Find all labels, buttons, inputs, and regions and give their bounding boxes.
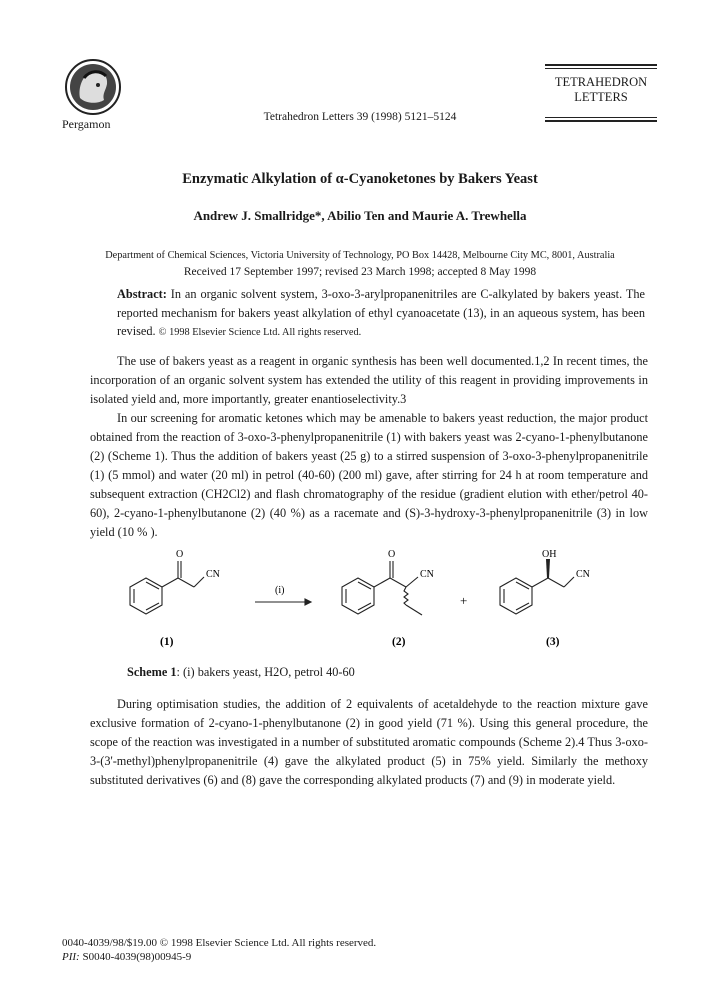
scheme-caption-text: : (i) bakers yeast, H2O, petrol 40-60 — [176, 665, 355, 679]
scheme-label-cn-2: CN — [420, 569, 434, 580]
pergamon-head-logo-icon — [62, 58, 124, 116]
scheme-caption-label: Scheme 1 — [127, 665, 177, 679]
brand-rule-top — [545, 64, 657, 66]
compound-3-label: (3) — [546, 636, 560, 648]
compound-1-benzene-ring — [130, 578, 162, 614]
journal-brand — [545, 62, 657, 124]
brand-line-1: TETRAHEDRON — [554, 75, 648, 89]
publisher-name: Pergamon — [62, 117, 111, 131]
brand-rule-bottom-thin — [545, 117, 657, 118]
abstract-copyright: © 1998 Elsevier Science Ltd. All rights reserved. — [158, 327, 362, 338]
brand-rule-bottom — [545, 120, 657, 122]
abstract-text: In an organic solvent system, 3-oxo-3-arylpropanenitriles are C-alkylated by bakers yeast. The reported mechanism for bakers yeast alkylation of ethyl cyanoacetate (13), in an aqueous system, has been revised. — [117, 287, 645, 338]
footer-pii-line — [62, 950, 376, 964]
footer-pii-value: S0040-4039(98)00945-9 — [79, 951, 192, 963]
scheme-1-caption — [127, 665, 355, 680]
compound-3-wedge-bond — [546, 559, 550, 578]
compound-2-benzene-ring — [342, 578, 374, 614]
compound-1-label: (1) — [160, 636, 174, 648]
body-section-2 — [90, 695, 648, 790]
scheme-label-cn-3: CN — [576, 569, 590, 580]
brand-rule-top-thin — [545, 68, 657, 69]
compound-3-benzene-ring — [500, 578, 532, 614]
scheme-1-diagram — [110, 545, 630, 655]
abstract-label: Abstract: — [117, 287, 167, 301]
scheme-label-cn-1: CN — [206, 569, 220, 580]
body-paragraph-1: The use of bakers yeast as a reagent in organic synthesis has been well documented.1,2 In recent times, the incorporation of an organic solvent system has extended the utility of this reagent in providing improvements in isolated yield and, more importantly, greater enantioselectivity.3 — [90, 354, 648, 406]
scheme-plus-sign: + — [460, 593, 468, 608]
scheme-label-oh-3: OH — [542, 549, 557, 560]
body-paragraph-2: In our screening for aromatic ketones which may be amenable to bakers yeast reduction, the major product obtained from the reaction of 3-oxo-3-phenylpropanenitrile (1) with bakers yeast was 2-cyano-1-phenylbutanone (2) (Scheme 1). Thus the addition of bakers yeast (25 g) to a stirred suspension of 3-oxo-3-phenylpropanenitrile (1) (5 mmol) and water (20 ml) in petrol (40-60) (200 ml) gave, after stirring for 24 h at room temperature and subsequent extraction (CH2Cl2) and flash chromatography of the residue (gradient elution with ether/petrol 40-60), 2-cyano-1-phenylbutanone (2) (40 %) as a racemate and (S)-3-hydroxy-3-phenylpropanenitrile (3) in low yield (10 % ). — [90, 411, 648, 539]
footer-pii-label: PII: — [62, 951, 80, 963]
abstract — [117, 285, 645, 343]
scheme-label-o-2: O — [388, 549, 396, 560]
scheme-label-o-1: O — [176, 549, 184, 560]
compound-2-label: (2) — [392, 636, 406, 648]
page-footer — [62, 936, 376, 964]
journal-reference: Tetrahedron Letters 39 (1998) 5121–5124 — [263, 111, 457, 123]
scheme-reagent-label: (i) — [275, 585, 285, 596]
article-affiliation: Department of Chemical Sciences, Victoria University of Technology, PO Box 14428, Melbourne City MC, 8001, Australia — [105, 250, 615, 261]
footer-issn-line: 0040-4039/98/$19.00 © 1998 Elsevier Science Ltd. All rights reserved. — [62, 937, 377, 949]
article-title: Enzymatic Alkylation of α-Cyanoketones by Bakers Yeast — [182, 171, 538, 187]
body-section-1 — [90, 352, 648, 542]
article-authors: Andrew J. Smallridge*, Abilio Ten and Maurie A. Trewhella — [193, 208, 527, 223]
body-paragraph-3: During optimisation studies, the addition of 2 equivalents of acetaldehyde to the reaction mixture gave exclusive formation of 2-cyano-1-phenylbutanone (2) in good yield (71 %). Using this general procedure, the scope of the reaction was investigated in a number of substituted aromatic compounds (Scheme 2).4 Thus 3-oxo-3-(3'-methyl)phenylpropanenitrile (4) gave the alkylated product (5) in 75% yield. Similarly the methoxy substituted derivatives (6) and (8) gave the corresponding alkylated products (7) and (9) in moderate yield. — [90, 697, 648, 787]
article-dates: Received 17 September 1997; revised 23 March 1998; accepted 8 May 1998 — [183, 266, 537, 278]
brand-line-2: LETTERS — [574, 90, 628, 104]
